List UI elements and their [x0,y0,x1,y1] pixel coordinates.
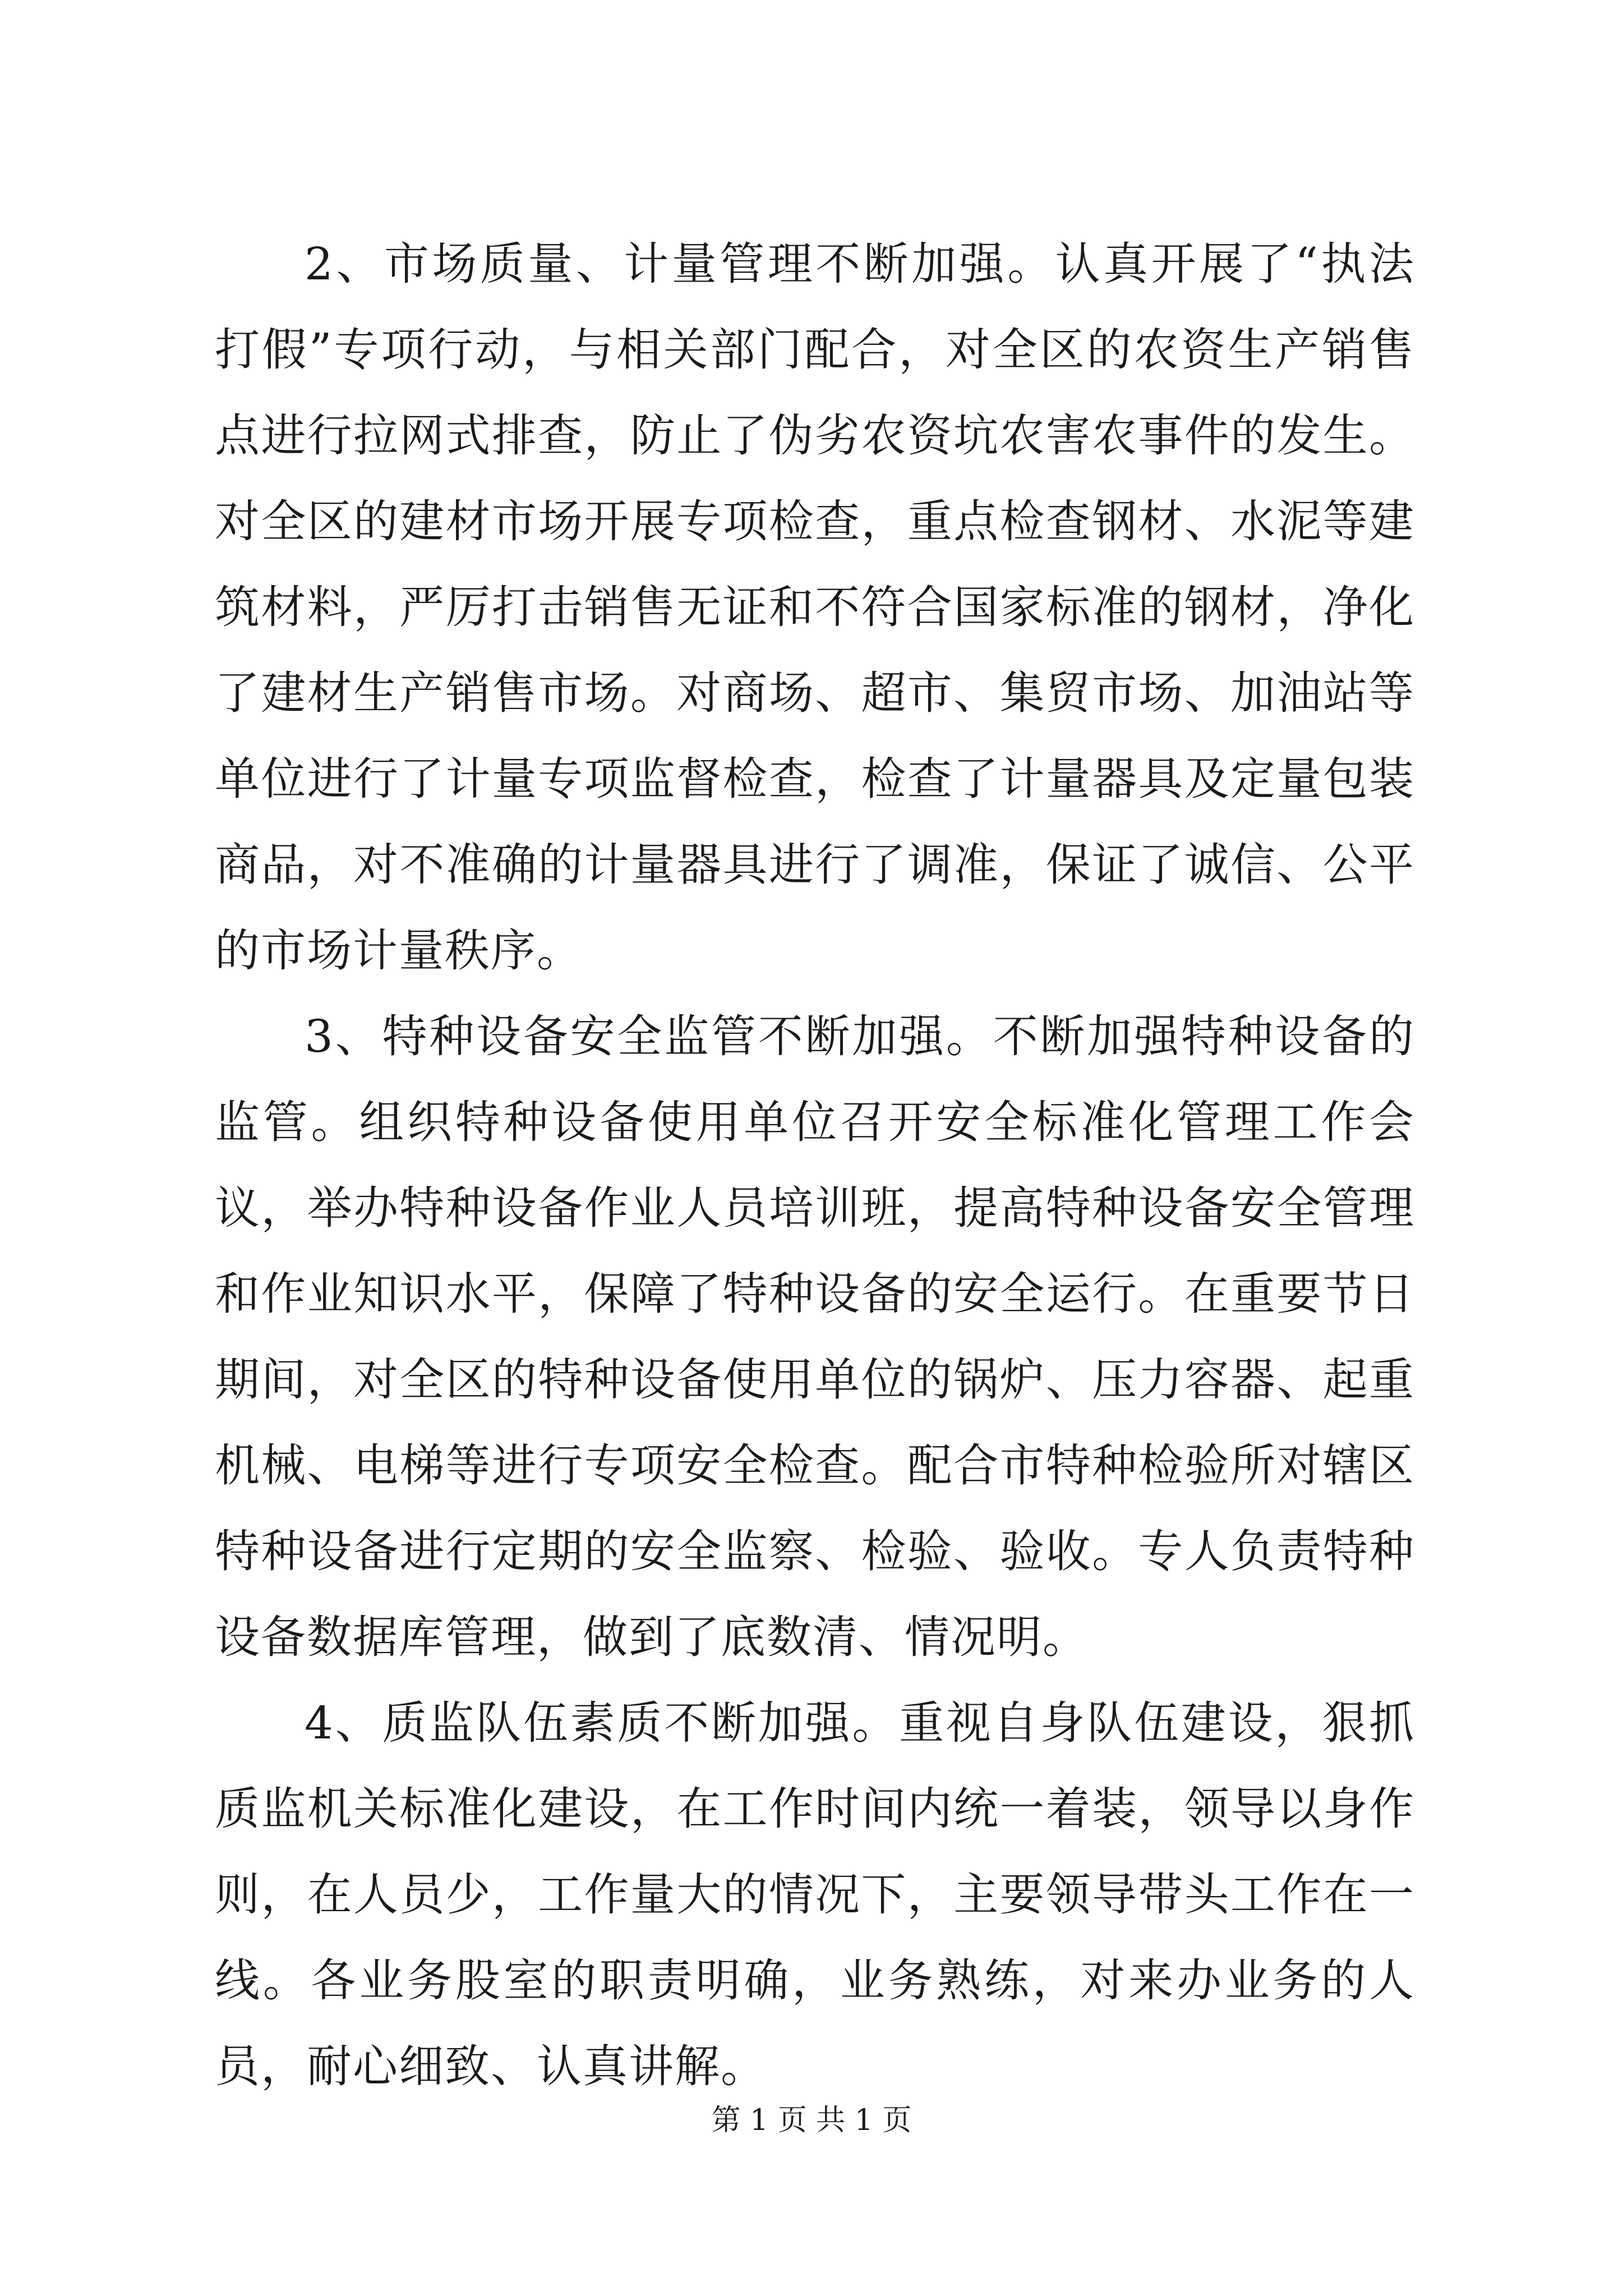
paragraph-market-quality: 2、市场质量、计量管理不断加强。认真开展了“执法打假”专项行动，与相关部门配合，对全区的农资生产销售点进行拉网式排查，防止了伪劣农资坑农害农事件的发生。对全区的建材市场开展专项检查，重点检查钢材、水泥等建筑材料，严厉打击销售无证和不符合国家标准的钢材，净化了建材生产销售市场。对商场、超市、集贸市场、加油站等单位进行了计量专项监督检查，检查了计量器具及定量包装商品，对不准确的计量器具进行了调准，保证了诚信、公平的市场计量秩序。 [215,238,1415,977]
page-footer: 第 1 页 共 1 页 [711,2104,912,2137]
paragraph-team-quality: 4、质监队伍素质不断加强。重视自身队伍建设，狠抓质监机关标准化建设，在工作时间内统一着装，领导以身作则，在人员少，工作量大的情况下，主要领导带头工作在一线。各业务股室的职责明确，业务熟练，对来办业务的人员，耐心细致、认真讲解。 [215,1697,1415,2092]
paragraph-special-equipment: 3、特种设备安全监管不断加强。不断加强特种设备的监管。组织特种设备使用单位召开安全标准化管理工作会议，举办特种设备作业人员培训班，提高特种设备安全管理和作业知识水平，保障了特种设备的安全运行。在重要节日期间，对全区的特种设备使用单位的锅炉、压力容器、起重机械、电梯等进行专项安全检查。配合市特种检验所对辖区特种设备进行定期的安全监察、检验、验收。专人负责特种设备数据库管理，做到了底数清、情况明。 [215,1010,1415,1663]
document-body [215,221,1415,2109]
